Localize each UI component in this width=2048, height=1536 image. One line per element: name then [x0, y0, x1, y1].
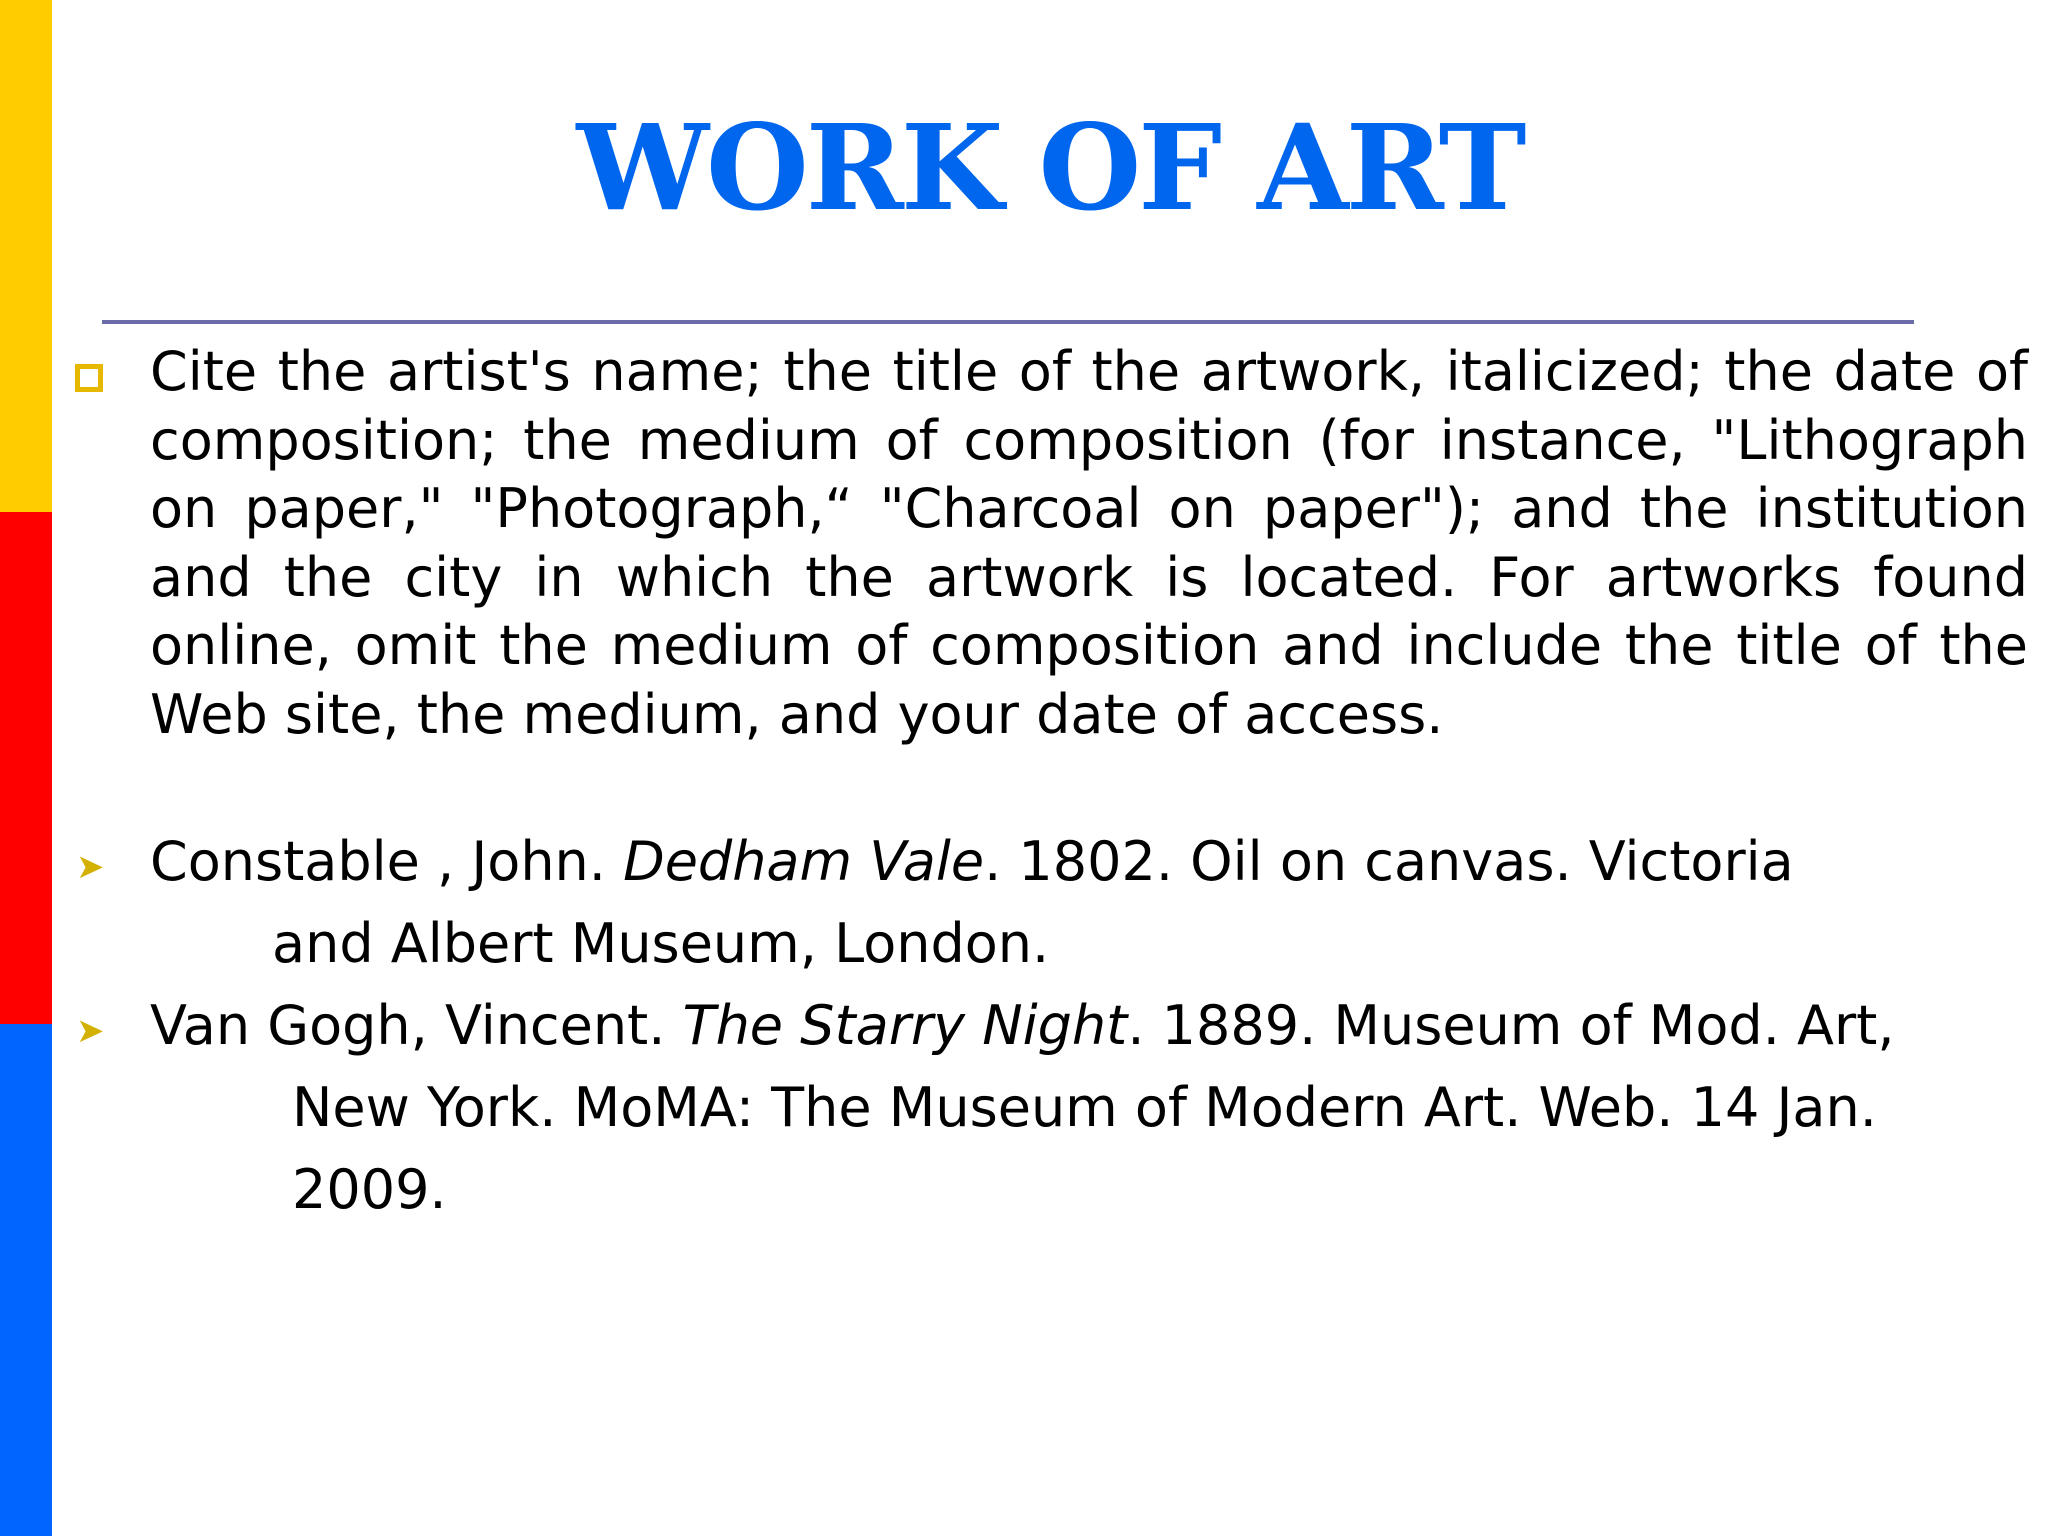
example-2-line-1: Van Gogh, Vincent. The Starry Night. 1889. Museum of Mod. Art, — [150, 994, 1895, 1057]
title-divider — [102, 320, 1914, 324]
main-point-text: Cite the artist's name; the title of the artwork, italicized; the date of composition; the medium of composition (for instance, "Lithograph on paper," "Photograph,“ "Charcoal on paper"); and the institution and the city in which the artwork is located. For artworks found online, omit the medium of composition and include the title of the Web site, the medium, and your date of access. — [150, 340, 2028, 746]
example-2-title: The Starry Night — [682, 994, 1128, 1057]
example-2-line-2: New York. MoMA: The Museum of Modern Art. Web. 14 Jan. — [292, 1076, 1877, 1139]
side-bar-red-segment — [0, 512, 52, 1024]
example-1-line-2: and Albert Museum, London. — [272, 912, 1050, 975]
example-2-line-3: 2009. — [292, 1158, 447, 1221]
arrow-bullet-icon: ➤ — [76, 1011, 105, 1051]
side-color-bar — [0, 0, 52, 1536]
square-bullet-icon — [75, 364, 103, 392]
side-bar-blue-segment — [0, 1024, 52, 1536]
side-bar-yellow-segment — [0, 0, 52, 512]
example-1-line-1: Constable , John. Dedham Vale. 1802. Oil on canvas. Victoria — [150, 830, 1794, 893]
example-1-title: Dedham Vale — [623, 830, 985, 893]
slide-title: WORK OF ART — [576, 98, 1524, 237]
arrow-bullet-icon: ➤ — [76, 847, 105, 887]
